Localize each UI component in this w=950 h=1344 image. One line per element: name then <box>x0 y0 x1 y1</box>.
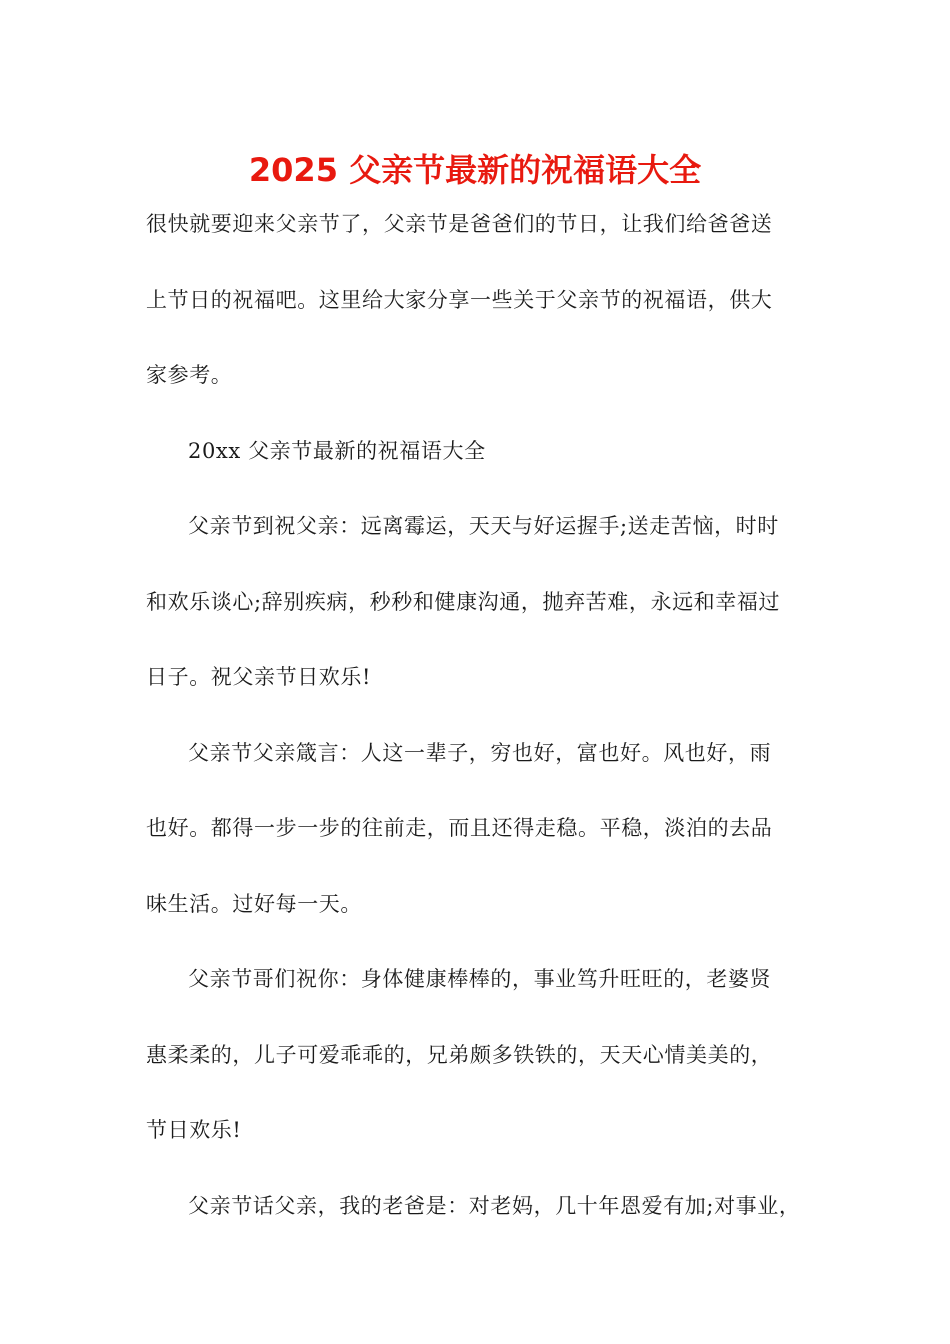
paragraph-intro <box>146 200 826 427</box>
paragraph-line: 父亲节话父亲，我的老爸是：对老妈，几十年恩爱有加;对事业， <box>188 1193 801 1218</box>
paragraph-line: 父亲节父亲箴言：人这一辈子，穷也好，富也好。风也好，雨 <box>188 740 772 765</box>
paragraph-line: 很快就要迎来父亲节了，父亲节是爸爸们的节日，让我们给爸爸送 <box>146 212 773 236</box>
paragraph-line: 节日欢乐! <box>146 1118 242 1142</box>
paragraph-line: 日子。祝父亲节日欢乐! <box>146 665 372 689</box>
section-heading <box>146 427 826 503</box>
paragraph-line: 父亲节哥们祝你：身体健康棒棒的，事业笃升旺旺的，老婆贤 <box>188 967 772 991</box>
document-body <box>146 200 826 1257</box>
paragraph-blessing-1 <box>146 502 826 729</box>
document-title: 2025 父亲节最新的祝福语大全 <box>248 151 702 189</box>
paragraph-line: 上节日的祝福吧。这里给大家分享一些关于父亲节的祝福语，供大 <box>146 287 773 312</box>
paragraph-blessing-4 <box>146 1182 826 1258</box>
paragraph-blessing-2 <box>146 729 826 956</box>
paragraph-line: 惠柔柔的，儿子可爱乖乖的，兄弟颇多铁铁的，天天心情美美的， <box>146 1042 773 1067</box>
paragraph-line: 味生活。过好每一天。 <box>146 891 362 916</box>
paragraph-line: 家参考。 <box>146 363 233 387</box>
paragraph-blessing-3 <box>146 955 826 1182</box>
paragraph-line: 父亲节到祝父亲：远离霉运，天天与好运握手;送走苦恼，时时 <box>188 514 779 538</box>
paragraph-line: 也好。都得一步一步的往前走，而且还得走稳。平稳，淡泊的去品 <box>146 816 773 840</box>
paragraph-line: 和欢乐谈心;辞别疾病，秒秒和健康沟通，抛弃苦难，永远和幸福过 <box>146 589 781 614</box>
section-heading-line: 20xx 父亲节最新的祝福语大全 <box>188 438 486 463</box>
